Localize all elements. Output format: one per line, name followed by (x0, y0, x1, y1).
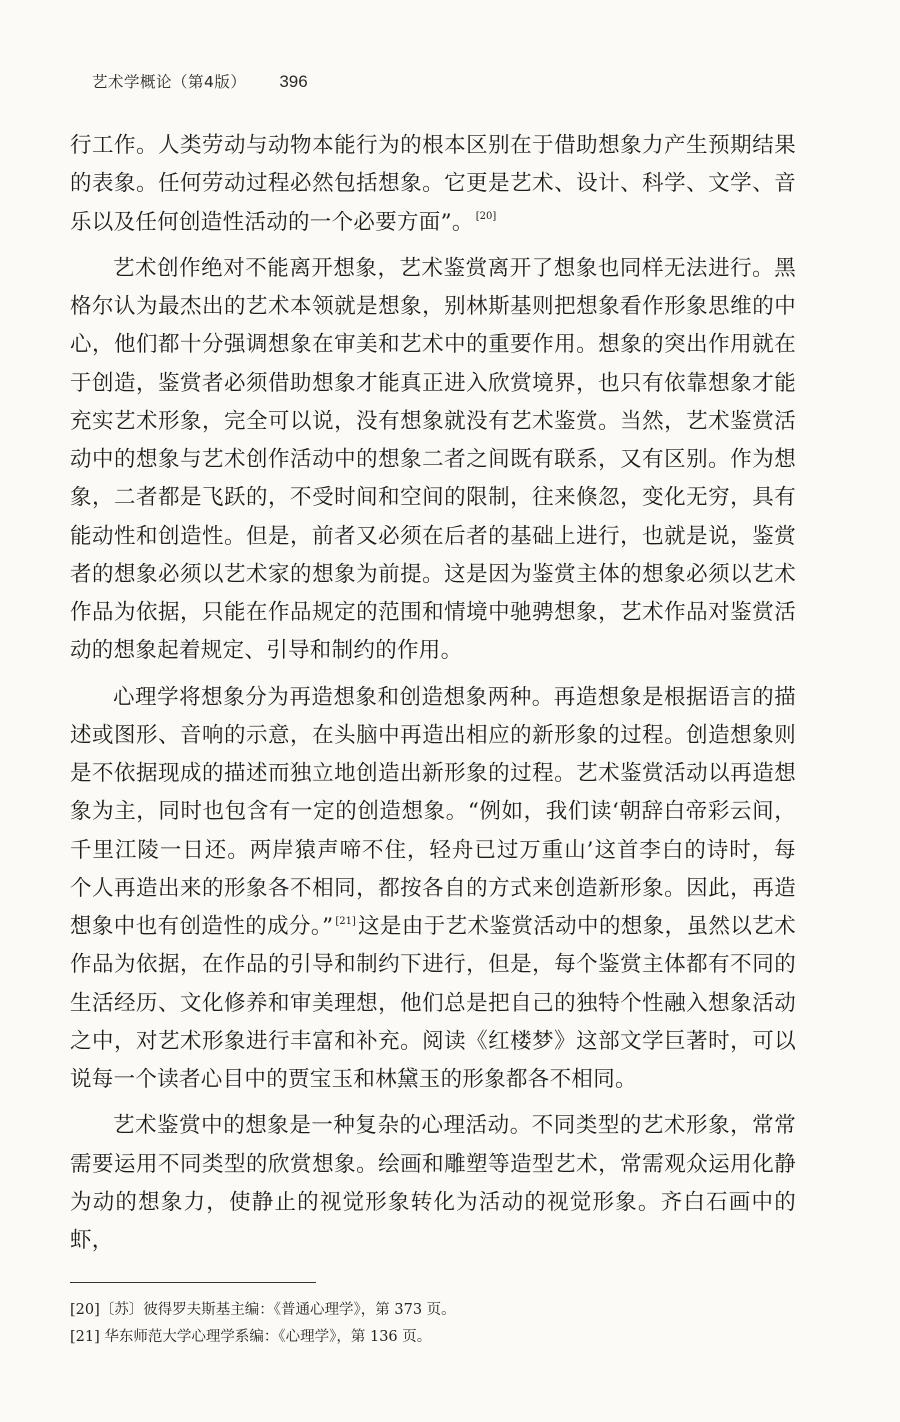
footnote-20: [20]〔苏〕彼得罗夫斯基主编：《普通心理学》，第 373 页。 (70, 1302, 456, 1318)
footnote-21: [21] 华东师范大学心理学系编：《心理学》，第 136 页。 (70, 1329, 432, 1345)
body-text (70, 127, 796, 1260)
paragraph: 艺术鉴赏中的想象是一种复杂的心理活动。不同类型的艺术形象，常常需要运用不同类型的欣赏想象。绘画和雕塑等造型艺术，常需观众运用化静为动的想象力，使静止的视觉形象转化为活动的视觉形象。齐白石画中的虾， (70, 1113, 796, 1253)
footnote-reference-20[interactable]: [20] (475, 211, 497, 222)
running-header (92, 70, 308, 92)
page-number: 396 (279, 72, 308, 91)
footnote-divider (70, 1282, 316, 1283)
paragraph-text: 这是由于艺术鉴赏活动中的想象，虽然以艺术作品为依据，在作品的引导和制约下进行，但是，每个鉴赏主体都有不同的生活经历、文化修养和审美理想，他们总是把自己的独特个性融入想象活动之中，对艺术形象进行丰富和补充。阅读《红楼梦》这部文学巨著时，可以说每一个读者心目中的贾宝玉和林黛玉的形象都各不相同。 (70, 914, 796, 1092)
footnote-reference-21[interactable]: [21] (335, 915, 356, 927)
paragraph-text: 行工作。人类劳动与动物本能行为的根本区别在于借助想象力产生预期结果的表象。任何劳动过程必然包括想象。它更是艺术、设计、科学、文学、音乐以及任何创造性活动的一个必要方面”。 (70, 133, 796, 235)
book-title: 艺术学概论（第4版） (92, 73, 247, 91)
paragraph-continuation (70, 127, 796, 242)
paragraph (70, 679, 796, 1100)
paragraph-text: 心理学将想象分为再造想象和创造想象两种。再造想象是根据语言的描述或图形、音响的示意，在头脑中再造出相应的新形象的过程。创造想象则是不依据现成的描述而独立地创造出新形象的过程。艺术鉴赏活动以再造想象为主，同时也包含有一定的创造想象。“例如，我们读‘朝辞白帝彩云间，千里江陵一日还。两岸猿声啼不住，轻舟已过万重山’这首李白的诗时，每个人再造出来的形象各不相同，都按各自的方式来创造新形象。因此，再造想象中也有创造性的成分。” (70, 684, 796, 939)
paragraph: 艺术创作绝对不能离开想象，艺术鉴赏离开了想象也同样无法进行。黑格尔认为最杰出的艺术本领就是想象，别林斯基则把想象看作形象思维的中心，他们都十分强调想象在审美和艺术中的重要作用。想象的突出作用就在于创造，鉴赏者必须借助想象才能真正进入欣赏境界，也只有依靠想象才能充实艺术形象，完全可以说，没有想象就没有艺术鉴赏。当然，艺术鉴赏活动中的想象与艺术创作活动中的想象二者之间既有联系，又有区别。作为想象，二者都是飞跃的，不受时间和空间的限制，往来倏忽，变化无穷，具有能动性和创造性。但是，前者又必须在后者的基础上进行，也就是说，鉴赏者的想象必须以艺术家的想象为前提。这是因为鉴赏主体的想象必须以艺术作品为依据，只能在作品规定的范围和情境中驰骋想象，艺术作品对鉴赏活动的想象起着规定、引导和制约的作用。 (70, 255, 796, 664)
footnotes (70, 1297, 796, 1351)
